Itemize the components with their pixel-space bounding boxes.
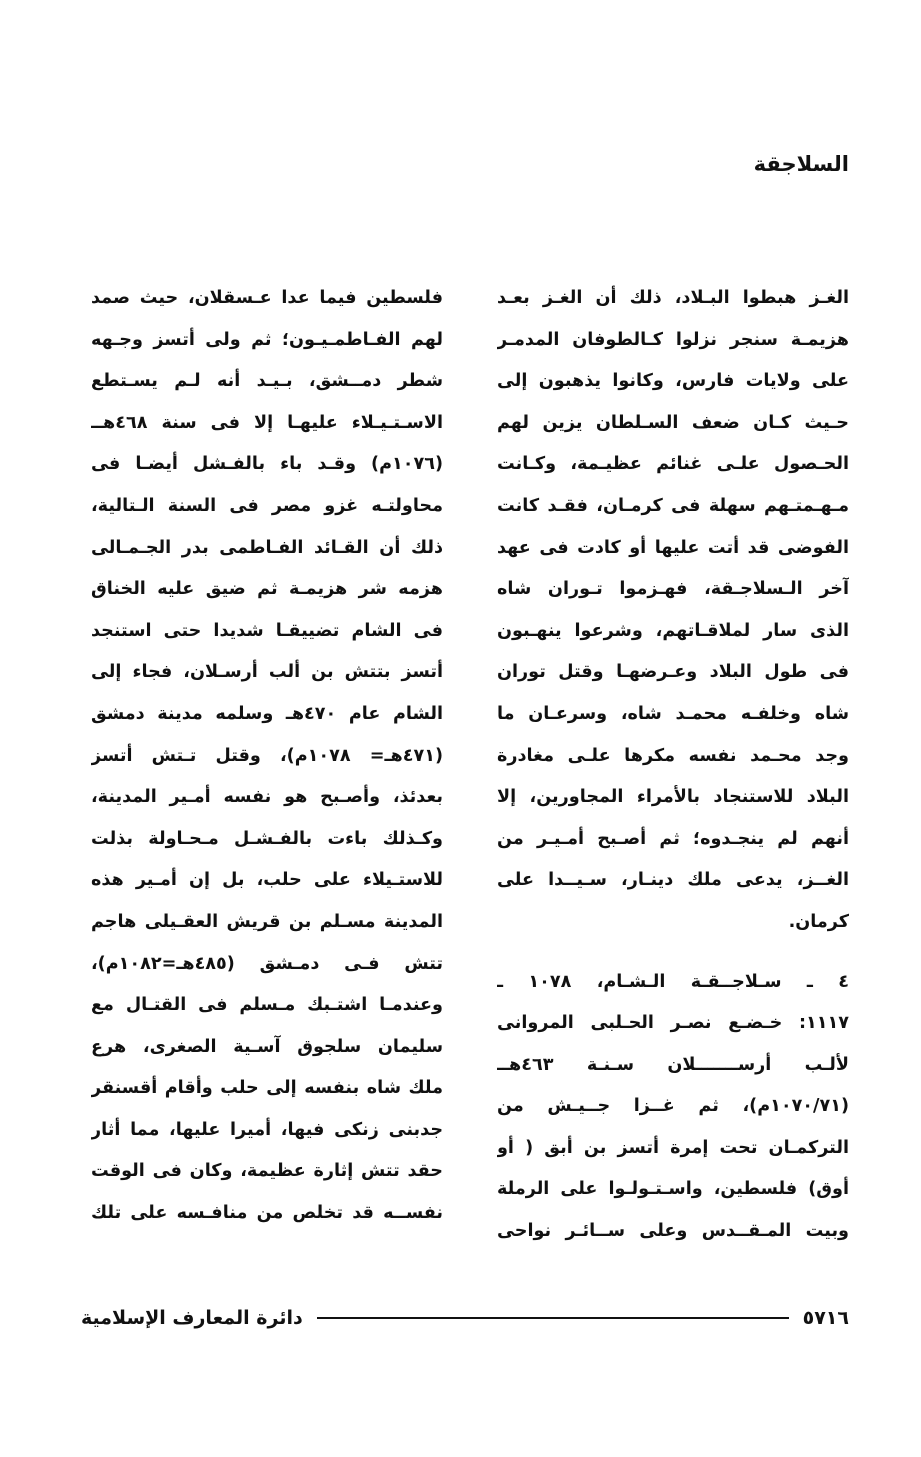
- text-line: الاسـتـيـلاء عليهـا إلا فى سنة ٤٦٨هــ: [91, 412, 443, 433]
- text-line: تتش فـى دمـشق (٤٨٥هـ=١٠٨٢م)،: [91, 953, 443, 974]
- text-line: (١٠٧٦م) وقـد باء بالفـشل أيضـا فى: [91, 454, 443, 475]
- text-line: الفوضى قد أتت عليها أو كادت فى عهد: [497, 537, 849, 558]
- text-line: (١٠٧٠/٧١م)، ثم غــزا جــيـش من: [497, 1096, 849, 1117]
- text-line: ذلك أن القـائد الفـاطمى بدر الجـمـالى: [91, 537, 443, 558]
- text-line: الذى سار لملاقـاتهم، وشرعوا ينهـبون: [497, 620, 849, 641]
- text-line: حـيث كـان ضعف السـلطان يزين لهم: [497, 412, 849, 433]
- page-footer: [81, 1298, 849, 1338]
- text-line: وكـذلك باءت بالفـشـل مـحـاولة بذلت: [91, 828, 443, 849]
- text-line: بعدئذ، وأصـبح هو نفسه أمـير المدينة،: [91, 787, 443, 808]
- text-line: لألـب أرســـــــلان سـنـة ٤٦٣هــ: [497, 1054, 849, 1075]
- text-line: (٤٧١هـ= ١٠٧٨م)، وقتل تـتش أتسز: [91, 745, 443, 766]
- text-line: مـهـمتـهم سهلة فى كرمـان، فقـد كانت: [497, 495, 849, 516]
- text-line: الغــز، يدعى ملك دينـار، سـيــدا على: [497, 870, 849, 891]
- text-line: ملك شاه بنفسه إلى حلب وأقام أقسنقر: [91, 1078, 443, 1099]
- text-line: هزيمـة سنجر نزلوا كـالطوفان المدمـر: [497, 329, 849, 350]
- text-line: أتسز بتتش بن ألب أرسـلان، فجاء إلى: [91, 662, 443, 683]
- text-line: كرمان.: [788, 911, 849, 932]
- text-line: فلسطين فيما عدا عـسقلان، حيث صمد: [91, 288, 443, 308]
- text-line: أوق) فلسطين، واسـتـولـوا على الرملة: [497, 1179, 849, 1200]
- text-line: نفســه قد تخلص من منافـسه على تلك: [91, 1203, 443, 1224]
- text-line: وبيت المـقــدس وعلى ســائـر نواحى: [497, 1221, 849, 1242]
- right-column: [497, 278, 849, 1253]
- text-line: شاه وخلفـه محمـد شاه، وسرعـان ما: [497, 703, 849, 724]
- page-number: ٥٧١٦: [802, 1307, 849, 1329]
- text-line: حقد تتش إثارة عظيمة، وكان فى الوقت: [91, 1161, 443, 1182]
- text-line: ١١١٧: خـضـع نصـر الحـلبى المروانى: [497, 1013, 849, 1034]
- text-line: وجد محـمد نفسه مكرها علـى مغادرة: [497, 745, 849, 766]
- text-line: لهم الفـاطمـيـون؛ ثم ولى أتسز وجـهه: [91, 329, 443, 350]
- text-line: شطر دمــشق، بـيـد أنه لـم يسـتطع: [91, 371, 443, 392]
- text-line: الغـز هبطوا البـلاد، ذلك أن الغـز بعـد: [497, 288, 849, 308]
- text-line: سليمان سلجوق آسـية الصغرى، هرع: [91, 1036, 443, 1057]
- left-column: [91, 278, 443, 1235]
- text-line: أنهم لم ينجـدوه؛ ثم أصـبح أمـيـر من: [497, 828, 849, 849]
- text-line: على ولايات فارس، وكانوا يذهبون إلى: [497, 371, 849, 392]
- running-header: السلاجقة: [753, 152, 849, 176]
- text-line: الشام عام ٤٧٠هـ وسلمه مدينة دمشق: [91, 703, 443, 724]
- text-line: المدينة مسـلم بن قريش العقـيلى هاجم: [91, 911, 443, 932]
- section-heading-line: ٤ ـ سـلاجــقـة الـشـام، ١٠٧٨ ـ: [497, 971, 849, 992]
- text-line: محاولتـه غزو مصر فى السنة الـتالية،: [91, 495, 443, 516]
- text-line: هزمه شر هزيمـة ثم ضيق عليه الخناق: [91, 579, 443, 600]
- text-line: الحـصول علـى غنائم عظيـمة، وكـانت: [497, 454, 849, 475]
- paragraph-gap: [497, 944, 849, 962]
- text-line: فى طول البلاد وعـرضهـا وقتل توران: [497, 662, 849, 683]
- journal-title: دائرة المعارف الإسلامية: [81, 1307, 303, 1329]
- text-line: البلاد للاستنجاد بالأمراء المجاورين، إلا: [497, 787, 849, 808]
- text-line: وعندمـا اشتـبك مـسلم فى القتـال مع: [91, 995, 443, 1016]
- text-line: جدبنى زنكى فيها، أميرا عليها، مما أثار: [91, 1119, 443, 1140]
- text-line: التركمـان تحت إمرة أتسز بن أبق ( أو: [497, 1137, 849, 1158]
- footer-rule: [317, 1317, 789, 1319]
- text-line: فى الشام تضييقـا شديدا حتى استنجد: [91, 620, 443, 641]
- text-line: آخر الـسلاجـقة، فهـزموا تـوران شاه: [497, 579, 849, 600]
- text-line: للاستـيلاء على حلب، بل إن أمـير هذه: [91, 870, 443, 891]
